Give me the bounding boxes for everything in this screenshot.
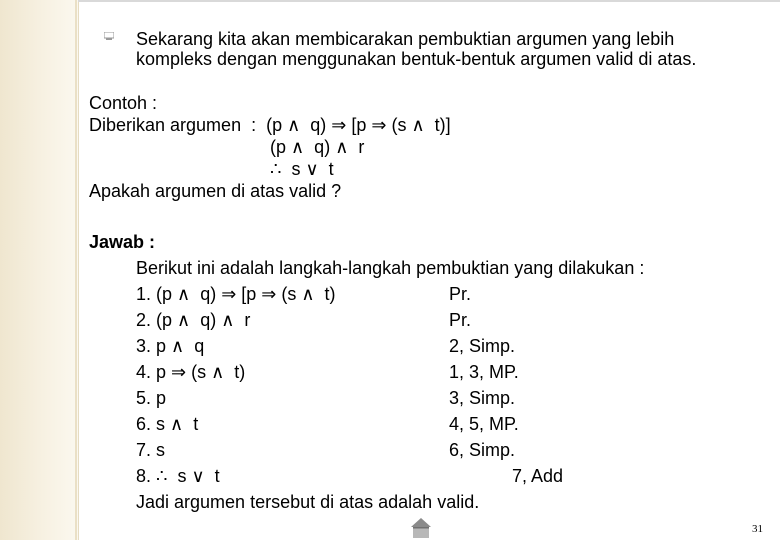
conclusion: ∴ s ∨ t xyxy=(270,159,334,179)
intro-line-2: kompleks dengan menggunakan bentuk-bentuk argumen valid di atas. xyxy=(136,49,697,69)
step-1-reason: Pr. xyxy=(449,284,472,304)
closing-statement: Jadi argumen tersebut di atas adalah valid. xyxy=(136,492,480,512)
step-3-reason: 2, Simp. xyxy=(449,336,516,356)
bullet-icon xyxy=(104,32,114,40)
premise-2: (p ∧ q) ∧ r xyxy=(270,137,365,157)
answer-heading: Jawab : xyxy=(89,232,156,252)
step-8-reason: 7, Add xyxy=(512,466,564,486)
step-5-reason: 3, Simp. xyxy=(449,388,516,408)
example-heading: Contoh : xyxy=(89,93,158,113)
answer-intro: Berikut ini adalah langkah-langkah pembuktian yang dilakukan : xyxy=(136,258,645,278)
step-4-statement: 4. p ⇒ (s ∧ t) xyxy=(136,362,246,382)
top-rule xyxy=(78,0,780,2)
intro-paragraph xyxy=(136,29,766,69)
intro-line-1: Sekarang kita akan membicarakan pembuktian argumen yang lebih xyxy=(136,29,675,49)
step-6-statement: 6. s ∧ t xyxy=(136,414,199,434)
home-icon[interactable] xyxy=(409,516,433,540)
decorative-sidebar xyxy=(0,0,79,540)
step-8-statement: 8. ∴ s ∨ t xyxy=(136,466,220,486)
step-2-statement: 2. (p ∧ q) ∧ r xyxy=(136,310,251,330)
question: Apakah argumen di atas valid ? xyxy=(89,181,342,201)
step-7-statement: 7. s xyxy=(136,440,166,460)
page-number: 31 xyxy=(752,523,763,535)
sidebar-divider xyxy=(75,0,77,540)
given-argument: Diberikan argumen : (p ∧ q) ⇒ [p ⇒ (s ∧ t)] xyxy=(89,115,451,135)
step-6-reason: 4, 5, MP. xyxy=(449,414,519,434)
step-5-statement: 5. p xyxy=(136,388,167,408)
step-4-reason: 1, 3, MP. xyxy=(449,362,519,382)
step-1-statement: 1. (p ∧ q) ⇒ [p ⇒ (s ∧ t) xyxy=(136,284,336,304)
step-2-reason: Pr. xyxy=(449,310,472,330)
step-7-reason: 6, Simp. xyxy=(449,440,516,460)
step-3-statement: 3. p ∧ q xyxy=(136,336,205,356)
